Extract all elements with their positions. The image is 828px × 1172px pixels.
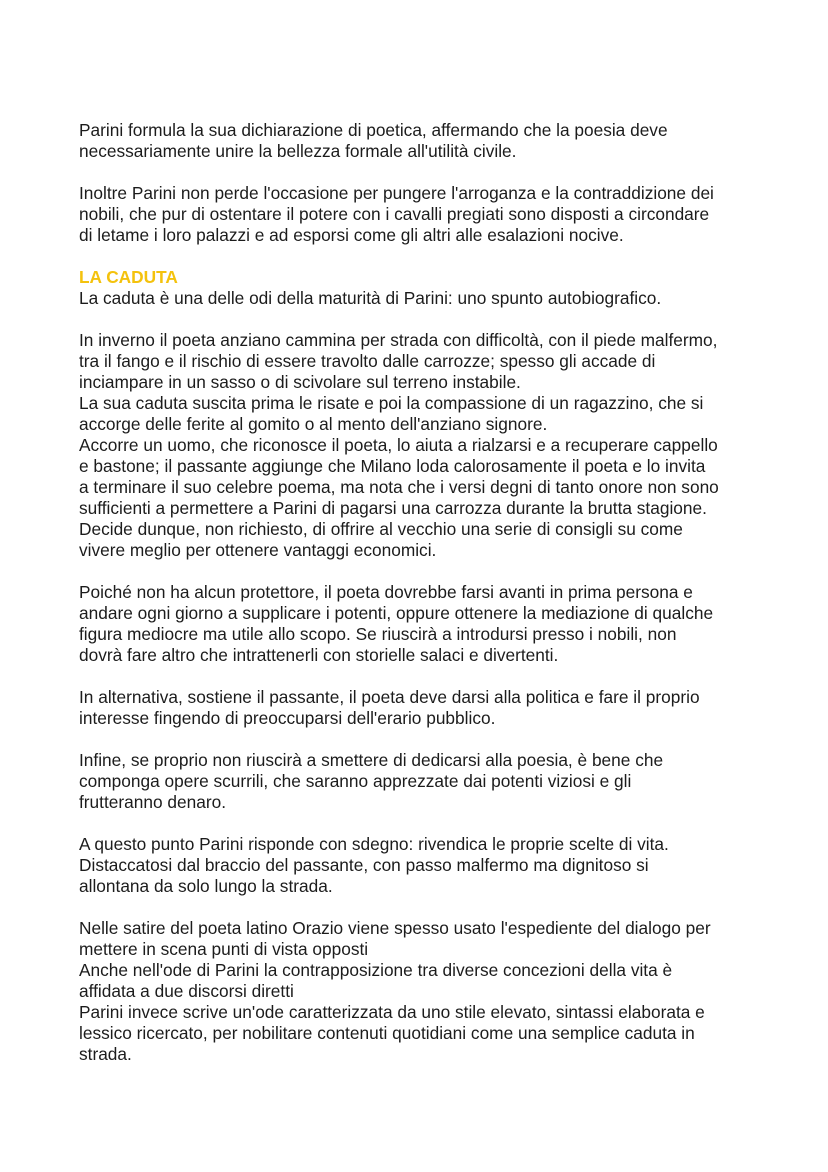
text-line: Infine, se proprio non riuscirà a smettere di dedicarsi alla poesia, è bene che	[79, 750, 664, 770]
paragraph-politica	[79, 687, 788, 729]
text-line: Parini invece scrive un'ode caratterizzata da uno stile elevato, sintassi elaborata e	[79, 1002, 705, 1022]
text-line: Anche nell'ode di Parini la contrapposizione tra diverse concezioni della vita è	[79, 960, 673, 980]
text-line: La caduta è una delle odi della maturità di Parini: uno spunto autobiografico.	[79, 288, 662, 308]
text-line: affidata a due discorsi diretti	[79, 981, 294, 1001]
paragraph-risposta	[79, 834, 788, 897]
text-line: mettere in scena punti di vista opposti	[79, 939, 369, 959]
text-line: Nelle satire del poeta latino Orazio viene spesso usato l'espediente del dialogo per	[79, 918, 711, 938]
text-line: In alternativa, sostiene il passante, il poeta deve darsi alla politica e fare il proprio	[79, 687, 700, 707]
text-line: strada.	[79, 1044, 132, 1064]
text-line: In inverno il poeta anziano cammina per strada con difficoltà, con il piede malfermo,	[79, 330, 718, 350]
text-line: Parini formula la sua dichiarazione di poetica, affermando che la poesia deve	[79, 120, 668, 140]
paragraph-poesia-scurrile	[79, 750, 788, 813]
text-line: Accorre un uomo, che riconosce il poeta, lo aiuta a rialzarsi e a recuperare cappello	[79, 435, 718, 455]
text-line: figura mediocre ma utile allo scopo. Se riuscirà a introdursi presso i nobili, non	[79, 624, 677, 644]
text-line: inciampare in un sasso o di scivolare sul terreno instabile.	[79, 372, 521, 392]
text-line: accorge delle ferite al gomito o al mento dell'anziano signore.	[79, 414, 548, 434]
text-line: Decide dunque, non richiesto, di offrire al vecchio una serie di consigli su come	[79, 519, 683, 539]
text-line: necessariamente unire la bellezza formale all'utilità civile.	[79, 141, 517, 161]
paragraph-nobili	[79, 183, 788, 246]
text-line: nobili, che pur di ostentare il potere con i cavalli pregiati sono disposti a circondare	[79, 204, 710, 224]
text-line: interesse fingendo di preoccuparsi dell'erario pubblico.	[79, 708, 496, 728]
text-line: andare ogni giorno a supplicare i potenti, oppure ottenere la mediazione di qualche	[79, 603, 714, 623]
text-line: componga opere scurrili, che saranno apprezzate dai potenti viziosi e gli	[79, 771, 632, 791]
text-line: dovrà fare altro che intrattenerli con storielle salaci e divertenti.	[79, 645, 559, 665]
text-line: La sua caduta suscita prima le risate e poi la compassione di un ragazzino, che si	[79, 393, 704, 413]
text-line: sufficienti a permettere a Parini di pagarsi una carrozza durante la brutta stagione.	[79, 498, 707, 518]
text-line: e bastone; il passante aggiunge che Milano loda calorosamente il poeta e lo invita	[79, 456, 706, 476]
paragraph-orazio	[79, 918, 788, 1065]
text-line: Distaccatosi dal braccio del passante, con passo malfermo ma dignitoso si	[79, 855, 649, 875]
text-line: Poiché non ha alcun protettore, il poeta dovrebbe farsi avanti in prima persona e	[79, 582, 693, 602]
paragraph-intro	[79, 288, 788, 309]
text-line: tra il fango e il rischio di essere travolto dalle carrozze; spesso gli accade di	[79, 351, 656, 371]
paragraph-racconto	[79, 330, 788, 561]
paragraph-protettore	[79, 582, 788, 666]
paragraph-poetica	[79, 120, 788, 162]
text-line: A questo punto Parini risponde con sdegno: rivendica le proprie scelte di vita.	[79, 834, 669, 854]
text-line: di letame i loro palazzi e ad esporsi come gli altri alle esalazioni nocive.	[79, 225, 624, 245]
text-line: Inoltre Parini non perde l'occasione per pungere l'arroganza e la contraddizione dei	[79, 183, 714, 203]
text-line: a terminare il suo celebre poema, ma nota che i versi degni di tanto onore non sono	[79, 477, 719, 497]
section-heading: LA CADUTA	[79, 267, 178, 287]
text-line: lessico ricercato, per nobilitare contenuti quotidiani come una semplice caduta in	[79, 1023, 695, 1043]
text-line: vivere meglio per ottenere vantaggi economici.	[79, 540, 437, 560]
text-line: frutteranno denaro.	[79, 792, 226, 812]
text-line: allontana da solo lungo la strada.	[79, 876, 333, 896]
